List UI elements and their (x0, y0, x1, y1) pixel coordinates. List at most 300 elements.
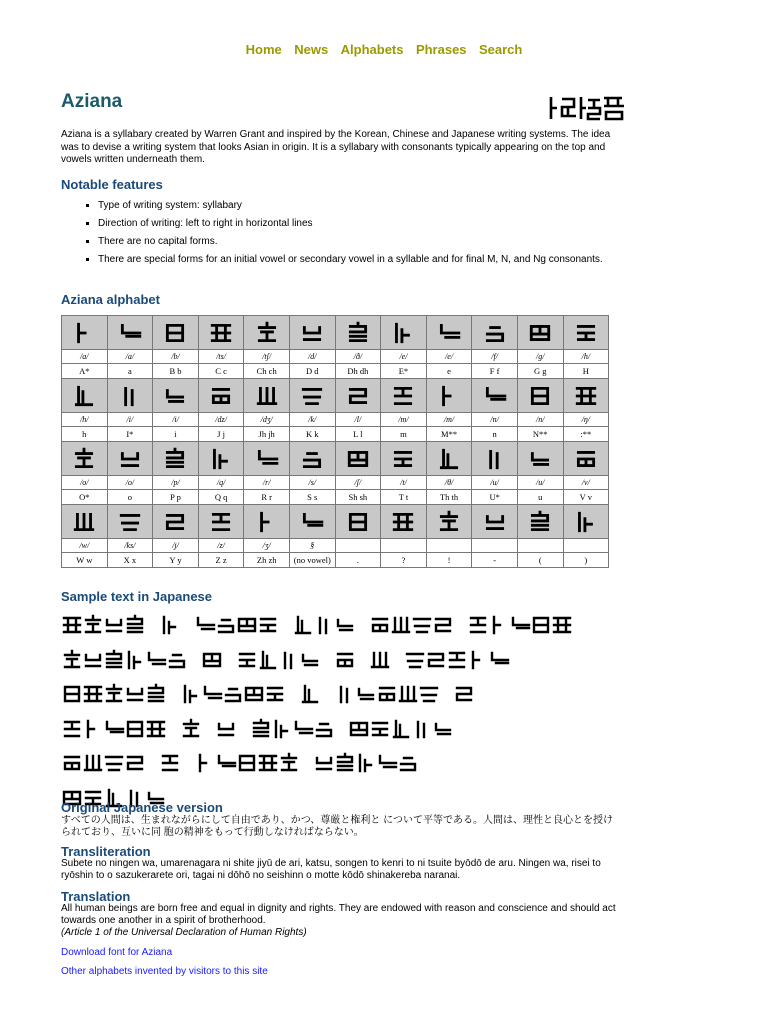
nav-news[interactable]: News (294, 42, 329, 57)
ipa-cell: /ŋ/ (563, 413, 609, 427)
ipa-cell: /a/ (62, 350, 108, 364)
glyph-cell (198, 442, 244, 476)
aziana-glyph (61, 748, 83, 778)
aziana-glyph (376, 679, 398, 709)
nav-alphabets[interactable]: Alphabets (340, 42, 404, 57)
glyph-cell (289, 379, 335, 413)
aziana-glyph (215, 610, 237, 640)
aziana-glyph (278, 645, 300, 675)
glyph-cell (472, 379, 518, 413)
aziana-glyph (300, 320, 324, 346)
latin-cell: G g (517, 364, 563, 379)
ipa-cell: /ʒ/ (244, 539, 290, 553)
aziana-glyph (271, 714, 293, 744)
aziana-glyph (72, 509, 96, 535)
ipa-cell: /ts/ (198, 350, 244, 364)
aziana-glyph (437, 383, 461, 409)
aziana-glyph (411, 610, 433, 640)
ipa-cell: § (289, 539, 335, 553)
aziana-glyph (574, 320, 598, 346)
ipa-cell: /e/ (381, 350, 427, 364)
aziana-glyph (250, 714, 272, 744)
sample-word (313, 748, 418, 783)
aziana-glyph (355, 679, 377, 709)
sample-word (159, 748, 180, 783)
glyph-cell (107, 442, 153, 476)
sample-word (159, 610, 180, 645)
aziana-glyph (264, 679, 286, 709)
glyph-cell (198, 379, 244, 413)
latin-cell: e (426, 364, 472, 379)
aziana-glyph (467, 645, 489, 675)
latin-cell: L l (335, 427, 381, 442)
aziana-glyph (61, 645, 83, 675)
aziana-glyph (376, 748, 398, 778)
ipa-cell: /g/ (517, 350, 563, 364)
aziana-glyph (180, 714, 202, 744)
aziana-glyph (528, 509, 552, 535)
ipa-cell (381, 539, 427, 553)
latin-cell: - (472, 553, 518, 568)
latin-cell: n (472, 427, 518, 442)
sample-word (61, 679, 166, 714)
ipa-cell: /e/ (426, 350, 472, 364)
nav-phrases[interactable]: Phrases (415, 42, 467, 57)
latin-cell: M** (426, 427, 472, 442)
aziana-glyph (528, 383, 552, 409)
ipa-cell (426, 539, 472, 553)
glyph-cell (244, 316, 290, 350)
aziana-glyph (236, 645, 258, 675)
ipa-cell: /n/ (517, 413, 563, 427)
aziana-glyph (215, 714, 237, 744)
ipa-cell: /f/ (472, 350, 518, 364)
ipa-cell (335, 539, 381, 553)
intro-paragraph: Aziana is a syllabary created by Warren Grant and inspired by the Korean, Chinese and Japanese writing systems. The idea was to devise a writing system that looks Asian in origin. It is a syllabary with consonants typically appearing on the top and vowels written underneath them. (61, 129, 611, 165)
ipa-cell: /r/ (244, 476, 290, 490)
original-heading: Original Japanese version (61, 800, 223, 815)
latin-cell: Y y (153, 553, 199, 568)
page-title: Aziana (61, 91, 123, 112)
ipa-cell: /z/ (198, 539, 244, 553)
ipa-cell: /m/ (381, 413, 427, 427)
aziana-glyph (483, 320, 507, 346)
latin-cell: Z z (198, 553, 244, 568)
ipa-cell: /ð/ (335, 350, 381, 364)
ipa-cell: /h/ (563, 350, 609, 364)
aziana-glyph (194, 610, 216, 640)
aziana-glyph (209, 320, 233, 346)
sample-word (250, 714, 334, 749)
sample-word (369, 645, 390, 680)
sample-text-aziana (61, 610, 586, 818)
aziana-glyph (313, 610, 335, 640)
aziana-title-glyphs (548, 94, 628, 122)
sample-word (348, 714, 453, 749)
feature-item: ▪ Direction of writing: left to right in horizontal lines (98, 218, 658, 230)
aziana-glyph (390, 610, 412, 640)
aziana-glyph (201, 645, 223, 675)
latin-cell: X x (107, 553, 153, 568)
glyph-cell (517, 379, 563, 413)
latin-cell: I* (107, 427, 153, 442)
aziana-glyph (300, 383, 324, 409)
sample-word (299, 679, 320, 714)
latin-cell: Th th (426, 490, 472, 505)
latin-row (62, 490, 609, 505)
aziana-glyph (255, 509, 279, 535)
ipa-cell: /o/ (62, 476, 108, 490)
ipa-cell: /t/ (381, 476, 427, 490)
aziana-glyph (432, 610, 454, 640)
glyph-row (62, 379, 609, 413)
latin-cell: P p (153, 490, 199, 505)
aziana-glyph (82, 610, 104, 640)
ipa-row (62, 476, 609, 490)
aziana-glyph (483, 383, 507, 409)
aziana-glyph (163, 446, 187, 472)
aziana-glyph (483, 509, 507, 535)
aziana-glyph (300, 509, 324, 535)
aziana-glyph (103, 645, 125, 675)
glyph-cell (563, 379, 609, 413)
latin-cell: (no vowel) (289, 553, 335, 568)
aziana-glyph (346, 446, 370, 472)
ipa-cell: /tʃ/ (244, 350, 290, 364)
aziana-glyph (346, 320, 370, 346)
latin-cell: Sh sh (335, 490, 381, 505)
glyph-cell (517, 316, 563, 350)
glyph-cell (244, 505, 290, 539)
latin-cell: ) (563, 553, 609, 568)
sample-line (61, 610, 586, 641)
aziana-glyph (574, 509, 598, 535)
aziana-glyph (346, 383, 370, 409)
aziana-glyph (292, 610, 314, 640)
aziana-glyph (82, 679, 104, 709)
aziana-glyph (209, 383, 233, 409)
glyph-cell (381, 442, 427, 476)
aziana-glyph (418, 679, 440, 709)
ipa-cell: /k/ (289, 413, 335, 427)
latin-cell: J j (198, 427, 244, 442)
glyph-cell (563, 505, 609, 539)
glyph-cell (472, 505, 518, 539)
glyph-cell (107, 316, 153, 350)
aziana-glyph (163, 509, 187, 535)
aziana-glyph (209, 509, 233, 535)
latin-cell: Zh zh (244, 553, 290, 568)
ipa-cell (472, 539, 518, 553)
aziana-glyph (124, 645, 146, 675)
glyph-cell (381, 505, 427, 539)
latin-cell: a (107, 364, 153, 379)
ipa-cell: /q/ (198, 476, 244, 490)
ipa-cell: /b/ (153, 350, 199, 364)
aziana-glyph (292, 714, 314, 744)
aziana-glyph (257, 610, 279, 640)
ipa-cell: /o/ (107, 476, 153, 490)
aziana-glyph (397, 748, 419, 778)
ipa-cell: /w/ (62, 539, 108, 553)
aziana-glyph (243, 679, 265, 709)
sample-heading: Sample text in Japanese (61, 589, 213, 604)
aziana-glyph (257, 645, 279, 675)
nav-home[interactable]: Home (245, 42, 282, 57)
sample-word (453, 679, 474, 714)
ipa-cell: /ks/ (107, 539, 153, 553)
aziana-glyph (391, 509, 415, 535)
latin-cell: S s (289, 490, 335, 505)
alphabet-heading: Aziana alphabet (61, 292, 160, 307)
ipa-cell: /p/ (153, 476, 199, 490)
aziana-glyph (103, 610, 125, 640)
aziana-glyph (483, 446, 507, 472)
aziana-glyph (488, 645, 510, 675)
aziana-glyph (194, 748, 216, 778)
latin-cell: O* (62, 490, 108, 505)
ipa-cell: /dz/ (198, 413, 244, 427)
aziana-glyph (118, 320, 142, 346)
latin-cell: Ch ch (244, 364, 290, 379)
aziana-glyph (334, 679, 356, 709)
aziana-glyph (528, 446, 552, 472)
latin-row (62, 364, 609, 379)
aziana-glyph (509, 610, 531, 640)
aziana-glyph (201, 679, 223, 709)
aziana-glyph (397, 679, 419, 709)
glyph-cell (563, 316, 609, 350)
transliteration-heading: Transliteration (61, 844, 151, 859)
aziana-glyph (437, 320, 461, 346)
nav-search[interactable]: Search (478, 42, 523, 57)
ipa-cell: /a/ (107, 350, 153, 364)
glyph-cell (153, 316, 199, 350)
aziana-glyph (72, 446, 96, 472)
aziana-glyph (61, 714, 83, 744)
glyph-cell (426, 316, 472, 350)
latin-cell: R r (244, 490, 290, 505)
aziana-glyph (124, 610, 146, 640)
glyph-cell (426, 505, 472, 539)
ipa-cell: /j/ (153, 539, 199, 553)
glyph-cell (517, 442, 563, 476)
glyph-cell (153, 379, 199, 413)
aziana-glyph (437, 446, 461, 472)
aziana-glyph (222, 679, 244, 709)
aziana-glyph (82, 645, 104, 675)
original-text: すべての人間は、生まれながらにして自由であり、かつ、尊厳と権利と について平等である。人間は、理性と良心とを授けられており、互いに同 胞の精神をもって行動しなければならない。 (61, 815, 613, 838)
glyph-cell (198, 505, 244, 539)
latin-cell: Dh dh (335, 364, 381, 379)
sample-word (61, 645, 187, 680)
glyph-cell (517, 505, 563, 539)
feature-item: ▪ There are special forms for an initial vowel or secondary vowel in a syllable and for final M, N, and Ng consonants. (98, 254, 658, 266)
latin-row (62, 427, 609, 442)
aziana-glyph (348, 714, 370, 744)
glyph-cell (62, 379, 108, 413)
aziana-glyph (369, 610, 391, 640)
latin-cell: D d (289, 364, 335, 379)
sample-word (180, 679, 285, 714)
ipa-cell: /n/ (472, 413, 518, 427)
aziana-glyph (299, 679, 321, 709)
sample-line (61, 645, 586, 676)
glyph-cell (426, 379, 472, 413)
aziana-glyph (346, 509, 370, 535)
latin-cell: o (107, 490, 153, 505)
ipa-cell: /v/ (563, 476, 609, 490)
features-list (61, 200, 658, 272)
aziana-glyph (166, 645, 188, 675)
ipa-cell: /m/ (426, 413, 472, 427)
latin-cell: . (335, 553, 381, 568)
latin-cell: B b (153, 364, 199, 379)
top-nav (0, 41, 768, 59)
latin-cell: :** (563, 427, 609, 442)
aziana-glyph (334, 645, 356, 675)
aziana-glyph (530, 610, 552, 640)
glyph-cell (381, 379, 427, 413)
translation-body: All human beings are born free and equal in dignity and rights. They are endowed with reason and conscience and should act towards one another in a spirit of brotherhood. (61, 903, 616, 926)
ipa-cell (517, 539, 563, 553)
latin-cell: K k (289, 427, 335, 442)
glyph-cell (62, 442, 108, 476)
glyph-cell (472, 316, 518, 350)
aziana-glyph (159, 748, 181, 778)
aziana-glyph (404, 645, 426, 675)
aziana-glyph (118, 509, 142, 535)
aziana-glyph (236, 748, 258, 778)
ipa-cell: /u/ (472, 476, 518, 490)
ipa-cell (563, 539, 609, 553)
glyph-cell (289, 316, 335, 350)
latin-cell: Jh jh (244, 427, 290, 442)
sample-line (61, 748, 586, 779)
ipa-cell: /dʒ/ (244, 413, 290, 427)
latin-cell: ! (426, 553, 472, 568)
sample-word (201, 645, 222, 680)
aziana-glyph (103, 679, 125, 709)
latin-cell: V v (563, 490, 609, 505)
latin-cell: N** (517, 427, 563, 442)
aziana-glyph (574, 383, 598, 409)
glyph-cell (153, 505, 199, 539)
aziana-glyph (299, 645, 321, 675)
glyph-cell (289, 442, 335, 476)
latin-cell: C c (198, 364, 244, 379)
aziana-glyph (257, 748, 279, 778)
glyph-cell (62, 505, 108, 539)
aziana-glyph (236, 610, 258, 640)
alphabet-table (61, 315, 609, 568)
ipa-cell: /i/ (107, 413, 153, 427)
aziana-glyph (255, 383, 279, 409)
aziana-glyph (255, 446, 279, 472)
aziana-glyph (72, 383, 96, 409)
glyph-cell (426, 442, 472, 476)
latin-cell: ? (381, 553, 427, 568)
aziana-glyph (369, 645, 391, 675)
aziana-glyph (209, 446, 233, 472)
aziana-glyph (425, 645, 447, 675)
ipa-row (62, 413, 609, 427)
aziana-glyph (334, 610, 356, 640)
ipa-cell: /θ/ (426, 476, 472, 490)
aziana-glyph (528, 320, 552, 346)
latin-cell: A* (62, 364, 108, 379)
aziana-glyph (118, 446, 142, 472)
aziana-glyph (145, 679, 167, 709)
sample-word (404, 645, 509, 680)
ipa-row (62, 539, 609, 553)
aziana-glyph (72, 320, 96, 346)
sample-word (236, 645, 320, 680)
latin-cell: Q q (198, 490, 244, 505)
transliteration-text: Subete no ningen wa, umarenagara ni shite jiyū de ari, katsu, songen to kenri to ni tsuite byōdō de aru. Ningen wa, risei to ryōshin to o sazukerarete ori, tagai ni dōhō no seishinn o motte kōdō shinakereba naranai. (61, 858, 601, 881)
aziana-glyph (180, 679, 202, 709)
latin-cell: m (381, 427, 427, 442)
glyph-row (62, 442, 609, 476)
translation-note: (Article 1 of the Universal Declaration of Human Rights) (61, 927, 307, 938)
aziana-glyph (118, 383, 142, 409)
glyph-cell (335, 505, 381, 539)
sample-word (292, 610, 355, 645)
other-alphabets-link[interactable]: Other alphabets invented by visitors to this site (61, 966, 268, 977)
latin-cell: T t (381, 490, 427, 505)
sample-word (334, 679, 439, 714)
aziana-glyph (215, 748, 237, 778)
aziana-glyph (369, 714, 391, 744)
download-font-link[interactable]: Download font for Aziana (61, 947, 173, 958)
aziana-glyph (453, 679, 475, 709)
glyph-row (62, 316, 609, 350)
aziana-glyph (163, 383, 187, 409)
glyph-cell (381, 316, 427, 350)
sample-line (61, 679, 586, 710)
aziana-glyph (255, 320, 279, 346)
ipa-cell: /l/ (335, 413, 381, 427)
glyph-cell (335, 442, 381, 476)
glyph-cell (62, 316, 108, 350)
glyph-row (62, 505, 609, 539)
glyph-cell (335, 316, 381, 350)
glyph-cell (244, 379, 290, 413)
aziana-glyph (82, 748, 104, 778)
glyph-cell (198, 316, 244, 350)
aziana-glyph (391, 320, 415, 346)
aziana-glyph (391, 446, 415, 472)
latin-cell: E* (381, 364, 427, 379)
aziana-glyph (300, 446, 324, 472)
sample-word (61, 714, 166, 749)
sample-word (467, 610, 572, 645)
feature-item: ▪ Type of writing system: syllabary (98, 200, 658, 212)
sample-word (61, 748, 145, 783)
latin-cell: H (563, 364, 609, 379)
ipa-cell: /s/ (289, 476, 335, 490)
aziana-glyph (82, 714, 104, 744)
aziana-glyph (145, 714, 167, 744)
glyph-cell (153, 442, 199, 476)
ipa-row (62, 350, 609, 364)
aziana-glyph (334, 748, 356, 778)
ipa-cell: /ʃ/ (335, 476, 381, 490)
latin-cell: F f (472, 364, 518, 379)
aziana-glyph (411, 714, 433, 744)
aziana-glyph (446, 645, 468, 675)
feature-item: ▪ There are no capital forms. (98, 236, 658, 248)
